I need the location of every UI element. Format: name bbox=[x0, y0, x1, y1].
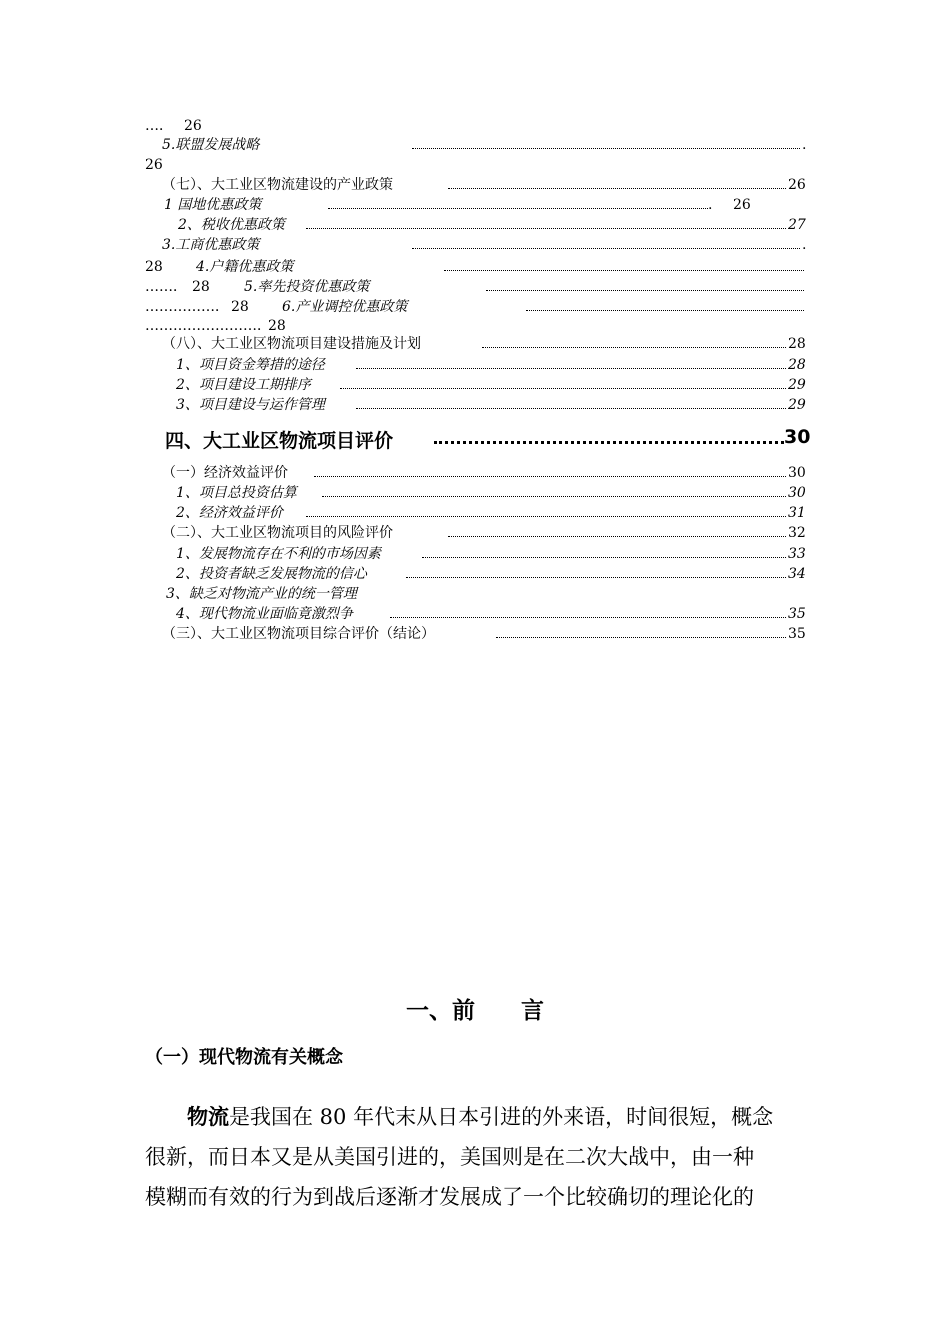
toc-item-alliance-strategy: 5.联盟发展战略 bbox=[162, 137, 260, 153]
toc-item-land-policy: 1 国地优惠政策 bbox=[164, 197, 262, 213]
toc-page-number: 33 bbox=[788, 546, 806, 562]
paragraph-line: 很新，而日本又是从美国引进的，美国则是在二次大战中，由一种 bbox=[145, 1145, 754, 1169]
toc-leader-dots bbox=[390, 605, 786, 618]
toc-leader-dots bbox=[496, 625, 786, 638]
toc-leader-dots bbox=[422, 545, 786, 558]
toc-section-conclusion: （三）、大工业区物流项目综合评价（结论） bbox=[162, 626, 435, 642]
toc-dot-end: . bbox=[802, 137, 807, 153]
toc-item-investment: 1、项目总投资估算 bbox=[176, 485, 297, 501]
toc-lead-dots: ……………． bbox=[145, 299, 229, 315]
toc-dot-end: . bbox=[708, 197, 713, 213]
toc-leader-dots bbox=[444, 258, 804, 271]
toc-item-competition: 4、现代物流业面临竟激烈争 bbox=[176, 606, 353, 622]
toc-page-number: 26 bbox=[788, 177, 806, 193]
toc-lead-dots: …． bbox=[145, 118, 173, 134]
toc-leader-dots bbox=[412, 136, 800, 149]
toc-item-schedule: 2、项目建设工期排序 bbox=[176, 377, 311, 393]
toc-lead-dots: ……． bbox=[145, 279, 187, 295]
toc-section-industry-policy: （七）、大工业区物流建设的产业政策 bbox=[162, 177, 393, 193]
toc-page-number: 28 bbox=[788, 336, 806, 352]
section-title: （一）现代物流有关概念 bbox=[145, 1047, 343, 1068]
toc-page-number: 32 bbox=[788, 525, 806, 541]
toc-page-number: 27 bbox=[788, 217, 806, 233]
toc-item-unified-management: 3、缺乏对物流产业的统一管理 bbox=[166, 586, 357, 602]
toc-page-number: 31 bbox=[788, 505, 806, 521]
toc-leader-dots bbox=[314, 464, 786, 477]
toc-leader-dots bbox=[356, 396, 786, 409]
toc-page-number: 28 bbox=[268, 318, 286, 334]
toc-leader-dots bbox=[448, 524, 786, 537]
paragraph-text: 是我国在 80 年代末从日本引进的外来语，时间很短，概念 bbox=[229, 1105, 774, 1129]
toc-item-economic-benefit: 2、经济效益评价 bbox=[176, 505, 283, 521]
toc-page-number: 28 bbox=[192, 279, 210, 295]
toc-leader-dots bbox=[448, 176, 786, 189]
toc-leader-dots bbox=[322, 484, 786, 497]
toc-page-number: 34 bbox=[788, 566, 806, 582]
toc-leader-dots bbox=[406, 565, 786, 578]
toc-section-construction-plan: （八）、大工业区物流项目建设措施及计划 bbox=[162, 336, 421, 352]
toc-page-number: 26 bbox=[733, 197, 751, 213]
toc-leader-dots bbox=[434, 428, 784, 444]
toc-section-risk: （二）、大工业区物流项目的风险评价 bbox=[162, 525, 393, 541]
toc-leader-dots bbox=[328, 196, 708, 209]
toc-item-first-invest-policy: 5.率先投资优惠政策 bbox=[244, 279, 370, 295]
paragraph-line bbox=[145, 1098, 773, 1136]
toc-page-number: 30 bbox=[788, 465, 806, 481]
chapter-title: 一、前 言 bbox=[406, 998, 544, 1024]
toc-leader-dots bbox=[482, 335, 786, 348]
toc-item-industry-control-policy: 6.产业调控优惠政策 bbox=[282, 299, 408, 315]
toc-page-number: 28 bbox=[231, 299, 249, 315]
toc-leader-dots bbox=[526, 298, 804, 311]
toc-page-number: 30 bbox=[788, 485, 806, 501]
term-logistics: 物流 bbox=[187, 1104, 229, 1129]
toc-dot-end: . bbox=[802, 237, 807, 253]
toc-item-tax-policy: 2、税收优惠政策 bbox=[178, 217, 285, 233]
toc-leader-dots bbox=[356, 356, 786, 369]
toc-item-household-policy: 4.户籍优惠政策 bbox=[196, 259, 294, 275]
toc-section-economic: （一）经济效益评价 bbox=[162, 465, 288, 481]
toc-page-number: 29 bbox=[788, 397, 806, 413]
toc-item-market-factors: 1、发展物流存在不利的市场因素 bbox=[176, 546, 381, 562]
toc-leader-dots bbox=[340, 376, 786, 389]
toc-page-number: 35 bbox=[788, 606, 806, 622]
paragraph-line: 模糊而有效的行为到战后逐渐才发展成了一个比较确切的理论化的 bbox=[145, 1185, 754, 1209]
toc-page-number: 28 bbox=[788, 357, 806, 373]
toc-leader-dots bbox=[306, 216, 786, 229]
toc-lead-dots: ……………………． bbox=[145, 318, 271, 334]
toc-item-commerce-policy: 3.工商优惠政策 bbox=[162, 237, 260, 253]
toc-page-number: 35 bbox=[788, 626, 806, 642]
toc-chapter-evaluation: 四、大工业区物流项目评价 bbox=[165, 430, 394, 452]
toc-lead-page: 26 bbox=[184, 118, 202, 134]
toc-item-operation: 3、项目建设与运作管理 bbox=[176, 397, 325, 413]
toc-item-investor-confidence: 2、投资者缺乏发展物流的信心 bbox=[176, 566, 367, 582]
toc-item-funding: 1、项目资金筹措的途径 bbox=[176, 357, 325, 373]
toc-page-number: 29 bbox=[788, 377, 806, 393]
toc-leader-dots bbox=[412, 236, 800, 249]
toc-leader-dots bbox=[486, 278, 804, 291]
toc-page-number: 28 bbox=[145, 259, 163, 275]
toc-leader-dots bbox=[306, 504, 786, 517]
toc-page-number: 26 bbox=[145, 157, 163, 173]
toc-page-number: 30 bbox=[784, 426, 811, 448]
